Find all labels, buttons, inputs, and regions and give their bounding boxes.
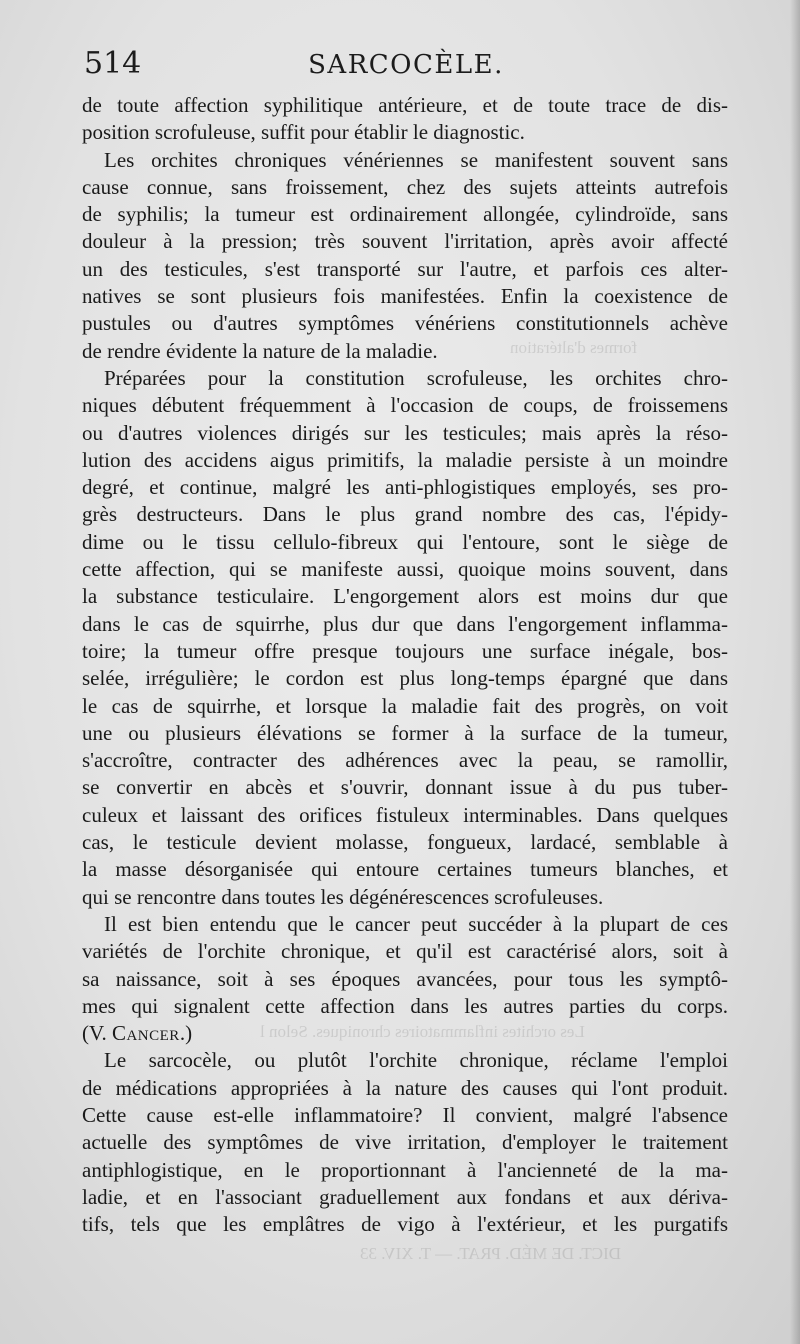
text-line: toire; la tumeur offre presque toujours une surface inégale, bos- bbox=[82, 638, 728, 663]
text-line: ou d'autres violences dirigés sur les testicules; mais après la réso- bbox=[82, 420, 728, 445]
text-line: tifs, tels que les emplâtres de vigo à l'extérieur, et les purgatifs bbox=[82, 1212, 728, 1237]
text-line: le cas de squirrhe, et lorsque la maladie fait des progrès, on voit bbox=[82, 693, 728, 718]
text-line: degré, et continue, malgré les anti-phlogistiques employés, ses pro- bbox=[82, 475, 728, 500]
paragraph-start-line: Les orchites chroniques vénériennes se manifestent souvent sans bbox=[104, 147, 728, 172]
text-line: grès destructeurs. Dans le plus grand nombre des cas, l'épidy- bbox=[82, 502, 728, 527]
text-line: dime ou le tissu cellulo-fibreux qui l'entoure, sont le siège de bbox=[82, 529, 728, 554]
text-line: de toute affection syphilitique antérieure, et de toute trace de dis- bbox=[82, 93, 728, 117]
paragraph-start-line: Préparées pour la constitution scrofuleuse, les orchites chro- bbox=[104, 365, 728, 390]
text-line: variétés de l'orchite chronique, et qu'il est caractérisé alors, soit à bbox=[82, 939, 728, 964]
text-line: de syphilis; la tumeur est ordinairement allongée, cylindroïde, sans bbox=[82, 202, 728, 227]
text-line: s'accroître, contracter des adhérences avec la peau, se ramollir, bbox=[82, 748, 728, 773]
text-line: position scrofuleuse, suffit pour établir le diagnostic. bbox=[82, 120, 525, 145]
bleed-through-text: formes d'altération bbox=[510, 338, 638, 357]
text-line: douleur à la pression; très souvent l'irritation, après avoir affecté bbox=[82, 229, 728, 254]
bleed-through-text: Les orchites inflammatoires chroniques. Selon l bbox=[260, 1022, 585, 1041]
page-number: 514 bbox=[84, 46, 142, 81]
text-line: cause connue, sans froissement, chez des sujets atteints autrefois bbox=[82, 174, 728, 199]
cross-reference-close: .) bbox=[179, 1021, 193, 1046]
text-line: un des testicules, s'est transporté sur l'autre, et parfois ces alter- bbox=[82, 256, 728, 281]
paragraph-start-line: Le sarcocèle, ou plutôt l'orchite chronique, réclame l'emploi bbox=[104, 1048, 728, 1073]
cross-reference-open: (V. bbox=[82, 1021, 112, 1046]
text-line: actuelle des symptômes de vive irritation, d'employer le traitement bbox=[82, 1130, 728, 1155]
text-line: qui se rencontre dans toutes les dégénérescences scrofuleuses. bbox=[82, 884, 604, 909]
text-line: dans le cas de squirrhe, plus dur que dans l'engorgement inflamma- bbox=[82, 611, 728, 636]
text-line: selée, irrégulière; le cordon est plus long-temps épargné que dans bbox=[82, 666, 728, 691]
text-line: se convertir en abcès et s'ouvrir, donnant issue à du pus tuber- bbox=[82, 775, 728, 800]
text-line: cette affection, qui se manifeste aussi, quoique moins souvent, dans bbox=[82, 557, 728, 582]
text-line: la masse désorganisée qui entoure certaines tumeurs blanches, et bbox=[82, 857, 728, 882]
text-line: cas, le testicule devient molasse, fongueux, lardacé, semblable à bbox=[82, 830, 728, 855]
running-title: SARCOCÈLE. bbox=[308, 50, 504, 80]
paragraph-start-line: Il est bien entendu que le cancer peut succéder à la plupart de ces bbox=[104, 911, 728, 936]
cross-reference-target: Cancer bbox=[111, 1021, 180, 1046]
text-line: Cette cause est-elle inflammatoire? Il convient, malgré l'absence bbox=[82, 1102, 728, 1127]
text-line: sa naissance, soit à ses époques avancées, pour tous les symptô- bbox=[82, 966, 728, 991]
text-line: de rendre évidente la nature de la maladie. bbox=[82, 338, 438, 363]
text-line: niques débutent fréquemment à l'occasion de coups, de froissemens bbox=[82, 393, 728, 418]
bleed-through-footer: DICT. DE MÉD. PRAT. — T. XIV. 33 bbox=[360, 1244, 621, 1263]
text-line: culeux et laissant des orifices fistuleux interminables. Dans quelques bbox=[82, 802, 728, 827]
text-line: la substance testiculaire. L'engorgement alors est moins dur que bbox=[82, 584, 728, 609]
page-edge-shadow bbox=[790, 0, 800, 1344]
page-header bbox=[84, 46, 728, 82]
text-line: lution des accidens aigus primitifs, la maladie persiste à un moindre bbox=[82, 447, 728, 472]
text-line: ladie, et en l'associant graduellement aux fondans et aux dériva- bbox=[82, 1184, 728, 1209]
text-line: natives se sont plusieurs fois manifestées. Enfin la coexistence de bbox=[82, 284, 728, 309]
text-line: pustules ou d'autres symptômes vénériens constitutionnels achève bbox=[82, 311, 728, 336]
text-line: antiphlogistique, en le proportionnant à l'ancienneté de la ma- bbox=[82, 1157, 728, 1182]
text-line: de médications appropriées à la nature des causes qui l'ont produit. bbox=[82, 1075, 728, 1100]
cross-reference-line bbox=[82, 1020, 728, 1047]
text-line: mes qui signalent cette affection dans les autres parties du corps. bbox=[82, 993, 728, 1018]
text-line: une ou plusieurs élévations se former à la surface de la tumeur, bbox=[82, 720, 728, 745]
body-text bbox=[82, 92, 728, 1238]
